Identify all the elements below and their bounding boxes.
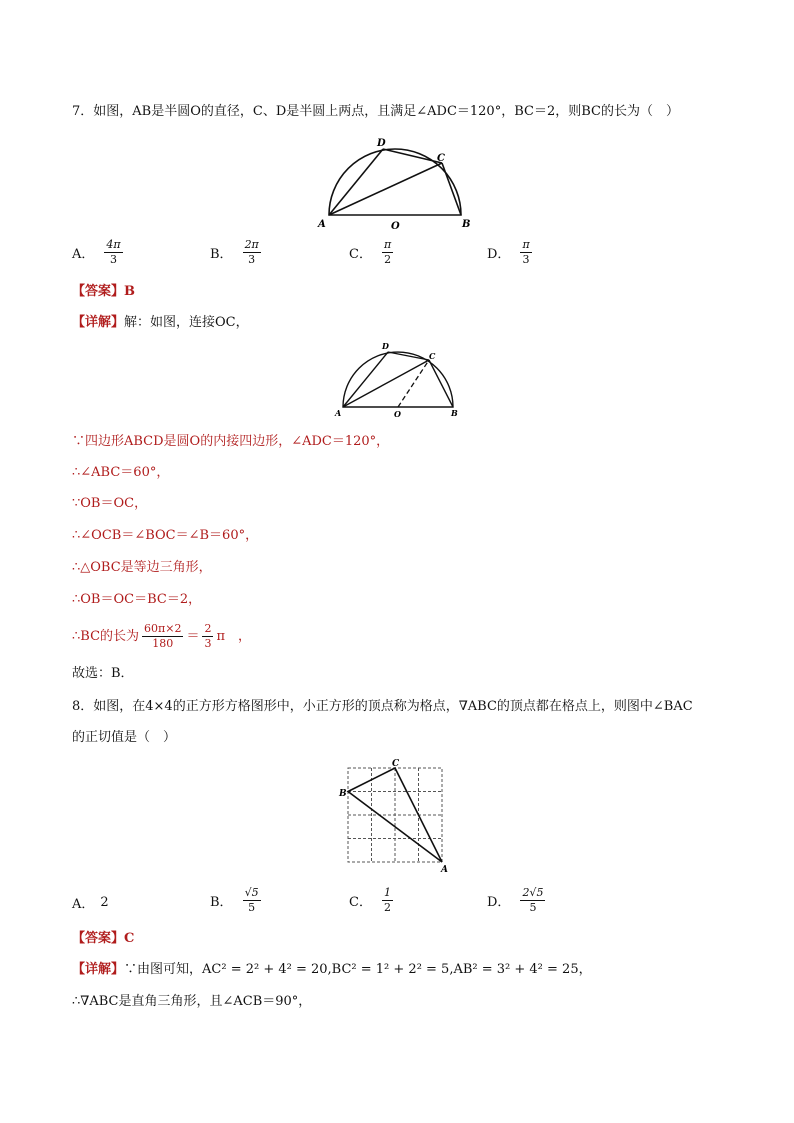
q8-answer: 【答案】C <box>72 931 135 946</box>
option-value: 2 <box>100 895 109 910</box>
q7s-label-c: C <box>429 351 436 361</box>
q7-label-o: O <box>391 221 400 230</box>
option-label: C． <box>349 895 372 910</box>
q8-detail-line <box>72 960 592 980</box>
q8-label-a: A <box>441 865 448 875</box>
q7s-label-d: D <box>382 341 389 351</box>
q7-step-3: ∵OB＝OC， <box>72 496 148 511</box>
option-label: A． <box>72 897 95 912</box>
option-label: C． <box>349 247 372 262</box>
q7-detail-line <box>72 313 249 333</box>
q7-label-d: D <box>377 138 386 149</box>
option-fraction: $\frac{2√5}{5}$ <box>522 886 544 914</box>
q7-label-c: C <box>437 153 445 164</box>
q7-figure <box>315 135 475 230</box>
q7-step-1: ∵四边形ABCD是圆O的内接四边形，∠ADC＝120°， <box>72 434 390 449</box>
option-fraction: $\frac{√5}{5}$ <box>244 886 259 914</box>
q8-label-c: C <box>392 759 400 769</box>
q7-detail-tag: 【详解】 <box>72 315 125 330</box>
q7-step-2: ∴∠ABC＝60°， <box>72 465 170 480</box>
option-fraction: $\frac{\pi}{3}$ <box>522 238 530 266</box>
q7-label-b: B <box>462 219 471 230</box>
option-fraction: $\frac{1}{2}$ <box>383 886 391 914</box>
q8-option-b[interactable] <box>210 886 261 915</box>
q7-step-5: ∴△OBC是等边三角形， <box>72 560 212 575</box>
option-fraction: $\frac{\pi}{2}$ <box>383 238 392 266</box>
option-label: A． <box>72 247 95 262</box>
q8-stem-line2: 的正切值是（ ） <box>72 730 177 745</box>
option-label: B． <box>210 895 233 910</box>
option-label: D． <box>487 247 511 262</box>
q7s-label-b: B <box>451 408 458 418</box>
q7-detail-intro: 解：如图，连接OC， <box>124 315 249 330</box>
q8-option-d[interactable] <box>487 886 545 915</box>
q7-step-6: ∴OB＝OC＝BC＝2， <box>72 592 202 607</box>
q7-stem: 7．如图，AB是半圆O的直径，C、D是半圆上两点，且满足∠ADC＝120°，BC＝2，则BC的长为（ ） <box>72 104 679 119</box>
q8-detail-text: ∵由图可知，AC² = 2² + 4² = 20,BC² = 1² + 2² = 5,AB² = 3² + 4² = 25， <box>124 962 592 977</box>
q7-conclusion: 故选：B． <box>72 666 134 681</box>
q8-option-a[interactable] <box>72 893 109 912</box>
q7s-label-a: A <box>335 408 342 418</box>
q7-step-4: ∴∠OCB＝∠BOC＝∠B＝60°， <box>72 528 259 543</box>
option-fraction: $\frac{4\pi}{3}$ <box>106 238 121 266</box>
option-fraction: $\frac{2\pi}{3}$ <box>244 238 259 266</box>
q7-option-a[interactable] <box>72 238 123 267</box>
q8-option-c[interactable] <box>349 886 393 915</box>
q7-label-a: A <box>318 219 326 230</box>
q8-stem-line1: 8．如图，在4×4的正方形方格图形中，小正方形的顶点称为格点，∇ABC的顶点都在格点上，则图中∠BAC <box>72 699 693 714</box>
q7-solution-figure <box>333 340 463 420</box>
q7-option-b[interactable] <box>210 238 261 267</box>
option-label: D． <box>487 895 511 910</box>
q8-label-b: B <box>339 789 347 799</box>
q8-detail-line2: ∴∇ABC是直角三角形，且∠ACB＝90°， <box>72 994 312 1009</box>
q7-arc-length: ∴BC的长为 60π×2 180 ＝ 2 3 π ， <box>72 622 252 650</box>
option-label: B． <box>210 247 233 262</box>
q8-detail-tag: 【详解】 <box>72 962 125 977</box>
q8-figure <box>335 756 455 876</box>
q7s-label-o: O <box>394 409 401 419</box>
q7-answer: 【答案】B <box>72 284 135 299</box>
q7-option-c[interactable] <box>349 238 393 267</box>
q7-option-d[interactable] <box>487 238 532 267</box>
